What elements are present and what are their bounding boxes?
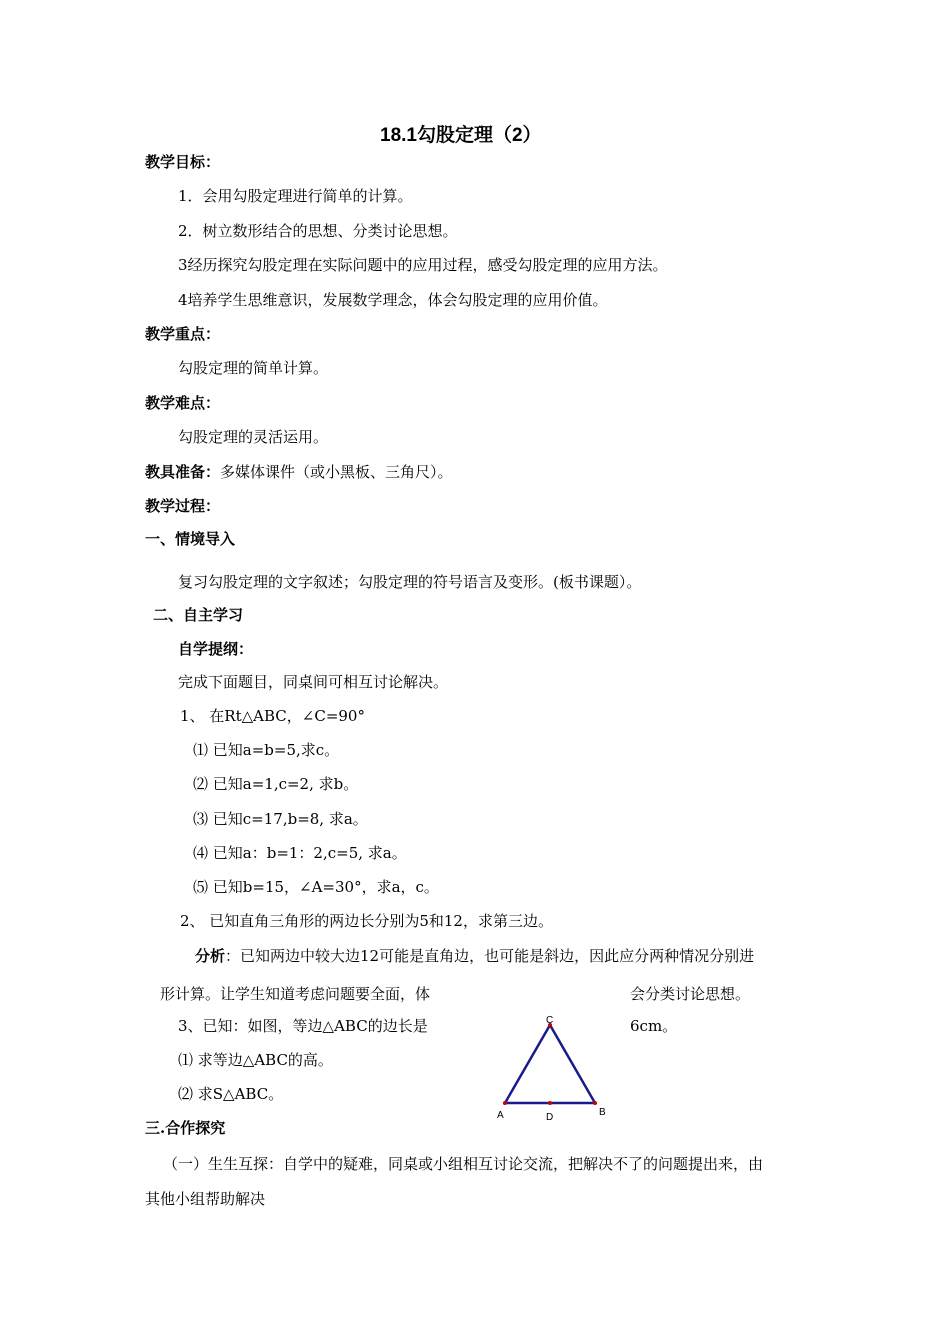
analysis-text-1: ：已知两边中较大边12可能是直角边，也可能是斜边，因此应分两种情况分别进	[225, 947, 755, 965]
analysis-text-2a: 形计算。让学生知道考虑问题要全面，体	[160, 985, 431, 1003]
question-3-item: ⑴ 求等边△ABC的高。	[178, 1051, 333, 1069]
page-title: 18.1勾股定理（2）	[380, 125, 542, 146]
section1-text: 复习勾股定理的文字叙述；勾股定理的符号语言及变形。(板书课题）。	[178, 573, 642, 591]
process-heading: 教学过程：	[145, 497, 221, 515]
difficulties-heading: 教学难点：	[145, 394, 221, 412]
question-1: 1、 在Rt△ABC，∠C=90°	[180, 707, 365, 725]
tools-line	[145, 462, 453, 482]
question-1-item: ⑶ 已知c=17,b=8, 求a。	[193, 810, 368, 828]
objectives-heading: 教学目标：	[145, 153, 221, 171]
question-1-item: ⑴ 已知a=b=5,求c。	[193, 741, 340, 759]
question-1-item: ⑸ 已知b=15，∠A=30°，求a，c。	[193, 878, 439, 896]
triangle-abc	[505, 1025, 595, 1103]
outline-intro: 完成下面题目，同桌间可相互讨论解决。	[178, 673, 449, 691]
label-d: D	[546, 1112, 554, 1123]
label-b: B	[599, 1107, 606, 1118]
objective-item: 2．树立数形结合的思想、分类讨论思想。	[178, 222, 458, 240]
question-3-text-end: 6cm。	[630, 1017, 678, 1035]
objective-item: 1．会用勾股定理进行简单的计算。	[178, 187, 413, 205]
label-c: C	[546, 1015, 554, 1026]
question-3-item: ⑵ 求S△ABC。	[178, 1085, 284, 1103]
vertex-b	[593, 1101, 597, 1105]
tools-text: 多媒体课件（或小黑板、三角尺）。	[220, 463, 453, 481]
section3-heading: 三.合作探究	[145, 1119, 226, 1137]
label-a: A	[497, 1110, 504, 1121]
vertex-a	[503, 1101, 507, 1105]
question-1-item: ⑷ 已知a：b=1：2,c=5, 求a。	[193, 844, 407, 862]
analysis-label: 分析	[195, 947, 226, 965]
section3-text-2: 其他小组帮助解决	[145, 1190, 266, 1208]
question-3-text: 3、已知：如图，等边△ABC的边长是	[178, 1017, 428, 1035]
analysis-text-2b: 会分类讨论思想。	[630, 985, 751, 1003]
triangle-figure	[490, 1008, 620, 1128]
question-1-item: ⑵ 已知a=1,c=2, 求b。	[193, 775, 359, 793]
section3-text-1: （一）生生互探：自学中的疑难，同桌或小组相互讨论交流，把解决不了的问题提出来，由	[163, 1155, 764, 1173]
analysis-line-1	[195, 946, 754, 966]
tools-heading: 教具准备：	[145, 463, 221, 481]
objective-item: 4培养学生思维意识，发展数学理念，体会勾股定理的应用价值。	[178, 291, 608, 309]
difficulties-text: 勾股定理的灵活运用。	[178, 428, 329, 446]
key-points-heading: 教学重点：	[145, 325, 221, 343]
key-points-text: 勾股定理的简单计算。	[178, 359, 329, 377]
section2-heading: 二、自主学习	[153, 606, 244, 624]
question-2: 2、 已知直角三角形的两边长分别为5和12，求第三边。	[180, 912, 553, 930]
point-d	[548, 1101, 552, 1105]
section1-heading: 一、情境导入	[145, 530, 236, 548]
objective-item: 3经历探究勾股定理在实际问题中的应用过程，感受勾股定理的应用方法。	[178, 256, 668, 274]
outline-heading: 自学提纲：	[178, 640, 254, 658]
